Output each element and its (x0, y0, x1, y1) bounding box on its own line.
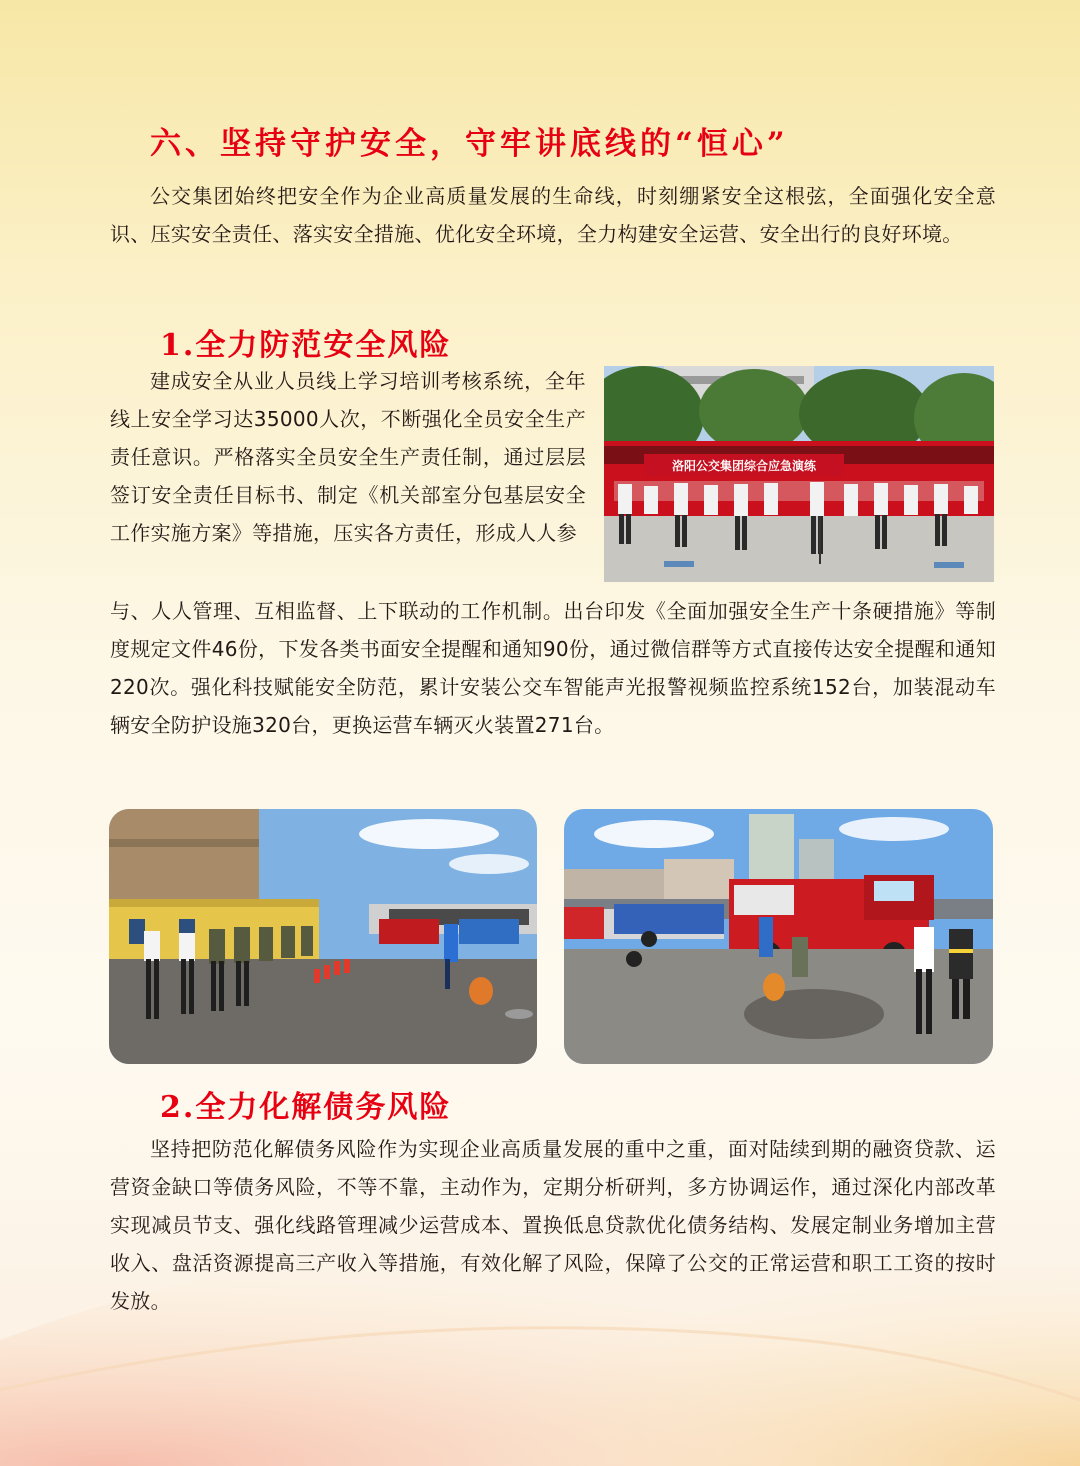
section1-paragraph-full: 与、人人管理、互相监督、上下联动的工作机制。出台印发《全面加强安全生产十条硬措施》等制度规定文件46份，下发各类书面安全提醒和通知90份，通过微信群等方式直接传达安全提醒和通知220次。强化科技赋能安全防范，累计安装公交车智能声光报警视频监控系统152台，加装混动车辆安全防护设施320台，更换运营车辆灭火装置271台。 (110, 599, 996, 737)
intro-paragraph: 公交集团始终把安全作为企业高质量发展的生命线，时刻绷紧安全这根弦，全面强化安全意识、压实安全责任、落实安全措施、优化安全环境，全力构建安全运营、安全出行的良好环境。 (110, 184, 996, 246)
emergency-drill-photo (604, 366, 994, 582)
staff-lineup-drill-photo (109, 809, 537, 1064)
drill-banner-text: 洛阳公交集团综合应急演练 (671, 459, 817, 473)
section2-heading: 2.全力化解债务风险 (160, 1090, 452, 1125)
page-title: 六、坚持守护安全，守牢讲底线的“恒心” (150, 126, 789, 162)
section1-heading: 1.全力防范安全风险 (160, 328, 452, 363)
section1-paragraph-left: 建成安全从业人员线上学习培训考核系统，全年线上安全学习达35000人次，不断强化全员安全生产责任意识。严格落实全员安全生产责任制，通过层层签订安全责任目标书、制定《机关部室分包基层安全工作实施方案》等措施，压实各方责任，形成人人参 (110, 369, 586, 545)
section2-paragraph: 坚持把防范化解债务风险作为实现企业高质量发展的重中之重，面对陆续到期的融资贷款、运营资金缺口等债务风险，不等不靠，主动作为，定期分析研判，多方协调运作，通过深化内部改革实现减员节支、强化线路管理减少运营成本、置换低息贷款优化债务结构、发展定制业务增加主营收入、盘活资源提高三产收入等措施，有效化解了风险，保障了公交的正常运营和职工工资的按时发放。 (110, 1137, 996, 1313)
fire-drill-photo (564, 809, 993, 1064)
